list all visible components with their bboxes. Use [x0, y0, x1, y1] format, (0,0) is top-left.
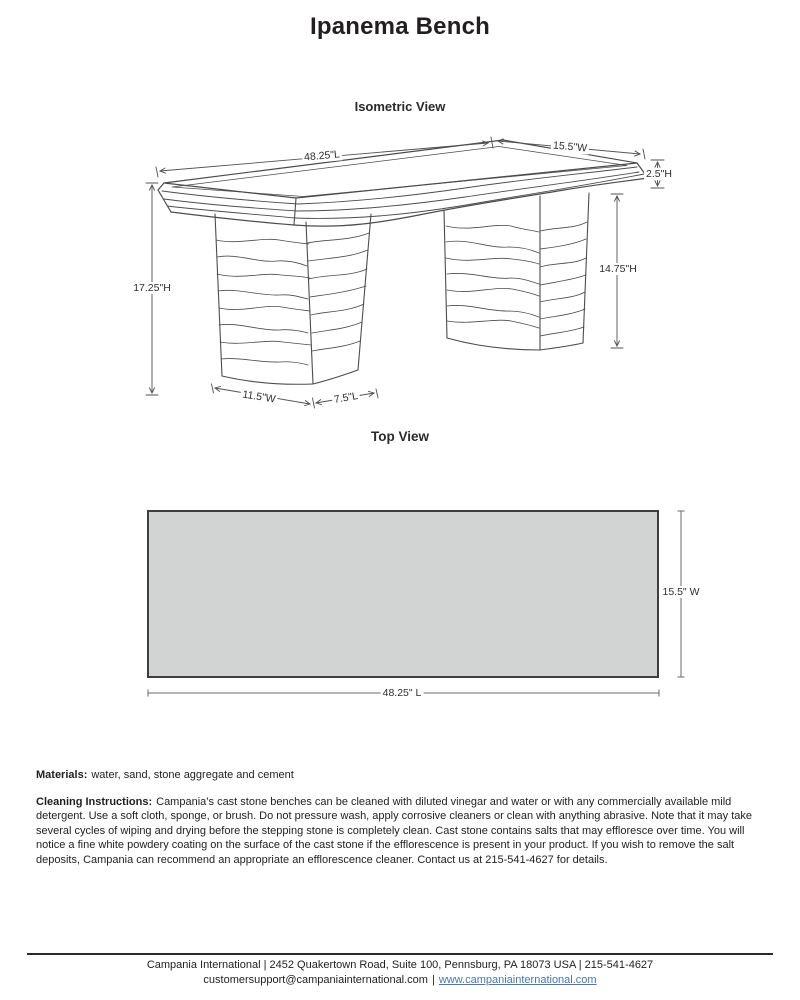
top-view-rectangle — [148, 511, 658, 677]
isometric-view-heading: Isometric View — [354, 99, 446, 114]
dim-label-leg-width: 11.5"W — [241, 388, 277, 406]
dim-label-length: 48.25"L — [303, 148, 341, 164]
dim-label-leg-depth: 7.5"L — [333, 389, 359, 407]
top-view-dim-label-width: 15.5" W — [662, 586, 700, 598]
cleaning-instructions-section — [36, 795, 768, 867]
footer-separator: | — [431, 974, 435, 986]
dim-label-leg-height: 14.75"H — [599, 263, 637, 275]
materials-label: Materials: — [36, 769, 88, 781]
page-title: Ipanema Bench — [310, 13, 490, 40]
footer-website-link[interactable]: www.campaniainternational.com — [438, 974, 597, 986]
footer-email: customersupport@campaniainternational.com — [203, 974, 428, 986]
cleaning-instructions-label: Cleaning Instructions: — [36, 796, 153, 808]
footer-contact-line — [0, 974, 800, 986]
cleaning-instructions-text: Campania’s cast stone benches can be cleaned with diluted vinegar and water or with any commercially available mild detergent. Use a soft cloth, sponge, or brush. Do not pressure wash, apply corrosive cleaners or clean with anything abrasive. Note that it may take several cycles of wiping and drying before the stepping stone is completely clean. Cast stone contains salts that may effloresce over time. You will notice a fine white powdery coating on the surface of the cast stone if the efflorescence is present in your product. If you wish to remove the salt deposits, Campania can recommend an appropriate an efflorescence cleaner. Contact us at 215-541-4627 for details. — [36, 796, 752, 866]
dim-label-total-height: 17.25"H — [133, 282, 171, 294]
top-view-heading: Top View — [370, 429, 429, 444]
footer-address-line: Campania International | 2452 Quakertown Road, Suite 100, Pennsburg, PA 18073 USA | 215-541-4627 — [146, 959, 654, 971]
top-view-dim-label-length: 48.25" L — [382, 687, 422, 699]
materials-text: water, sand, stone aggregate and cement — [91, 769, 294, 781]
footer-rule — [27, 953, 773, 955]
materials-section — [36, 768, 768, 782]
dim-label-slab-height: 2.5"H — [646, 168, 672, 180]
bench-left-leg — [215, 214, 371, 384]
bench-right-leg — [444, 193, 589, 350]
dim-label-width: 15.5"W — [552, 139, 588, 155]
